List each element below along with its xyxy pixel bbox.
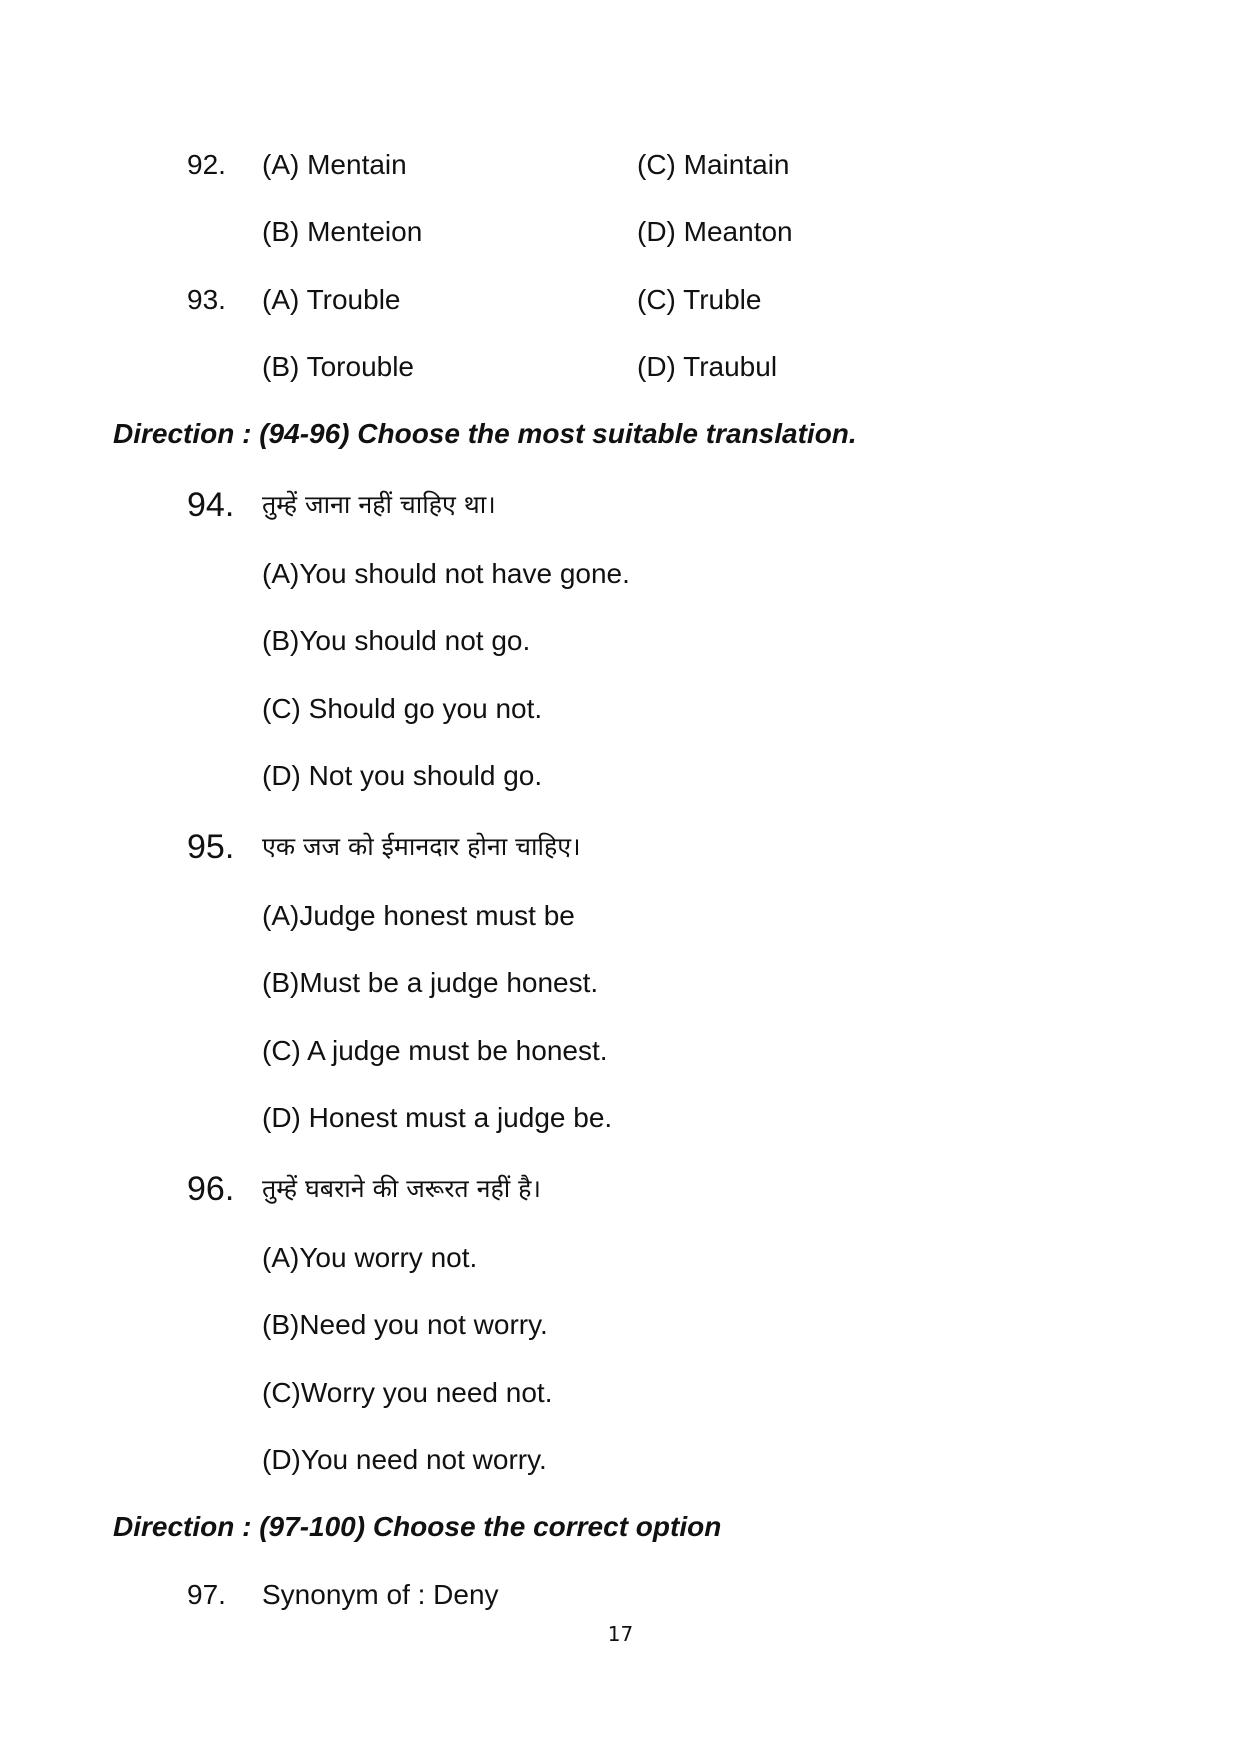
question-94-option-c: (C) Should go you not. bbox=[262, 693, 543, 724]
question-95-number: 95. bbox=[187, 828, 235, 866]
question-95-option-c: (C) A judge must be honest. bbox=[262, 1035, 608, 1066]
question-93-option-c: (C) Truble bbox=[637, 284, 762, 315]
question-92-option-b: (B) Menteion bbox=[262, 216, 423, 247]
question-93-option-a: (A) Trouble bbox=[262, 284, 401, 315]
question-96-option-d: (D)You need not worry. bbox=[262, 1444, 547, 1475]
question-92-option-d: (D) Meanton bbox=[637, 216, 793, 247]
question-94-option-d: (D) Not you should go. bbox=[262, 760, 543, 791]
question-95-prompt: एक जज को ईमानदार होना चाहिए। bbox=[262, 832, 581, 861]
question-97-number: 97. bbox=[187, 1579, 226, 1610]
question-94-number: 94. bbox=[187, 486, 235, 524]
page-number: 17 bbox=[607, 1622, 634, 1646]
direction-94-96: Direction : (94-96) Choose the most suitable translation. bbox=[113, 418, 857, 449]
question-94-prompt: तुम्हें जाना नहीं चाहिए था। bbox=[262, 490, 496, 519]
question-96-option-c: (C)Worry you need not. bbox=[262, 1377, 553, 1408]
question-97-prompt: Synonym of : Deny bbox=[262, 1579, 499, 1610]
question-92-number: 92. bbox=[187, 149, 226, 180]
question-93-option-b: (B) Torouble bbox=[262, 351, 415, 382]
question-94-option-b: (B)You should not go. bbox=[262, 625, 531, 656]
question-95-option-b: (B)Must be a judge honest. bbox=[262, 967, 599, 998]
question-96-prompt: तुम्हें घबराने की जरूरत नहीं है। bbox=[262, 1174, 541, 1203]
question-95-option-d: (D) Honest must a judge be. bbox=[262, 1102, 613, 1133]
direction-97-100: Direction : (97-100) Choose the correct option bbox=[113, 1511, 722, 1542]
question-96-option-a: (A)You worry not. bbox=[262, 1242, 478, 1273]
question-93-number: 93. bbox=[187, 284, 226, 315]
question-92-option-c: (C) Maintain bbox=[637, 149, 790, 180]
question-96-option-b: (B)Need you not worry. bbox=[262, 1309, 548, 1340]
question-93-option-d: (D) Traubul bbox=[637, 351, 778, 382]
question-95-option-a: (A)Judge honest must be bbox=[262, 900, 575, 931]
question-94-option-a: (A)You should not have gone. bbox=[262, 558, 630, 589]
question-96-number: 96. bbox=[187, 1170, 235, 1208]
question-92-option-a: (A) Mentain bbox=[262, 149, 407, 180]
